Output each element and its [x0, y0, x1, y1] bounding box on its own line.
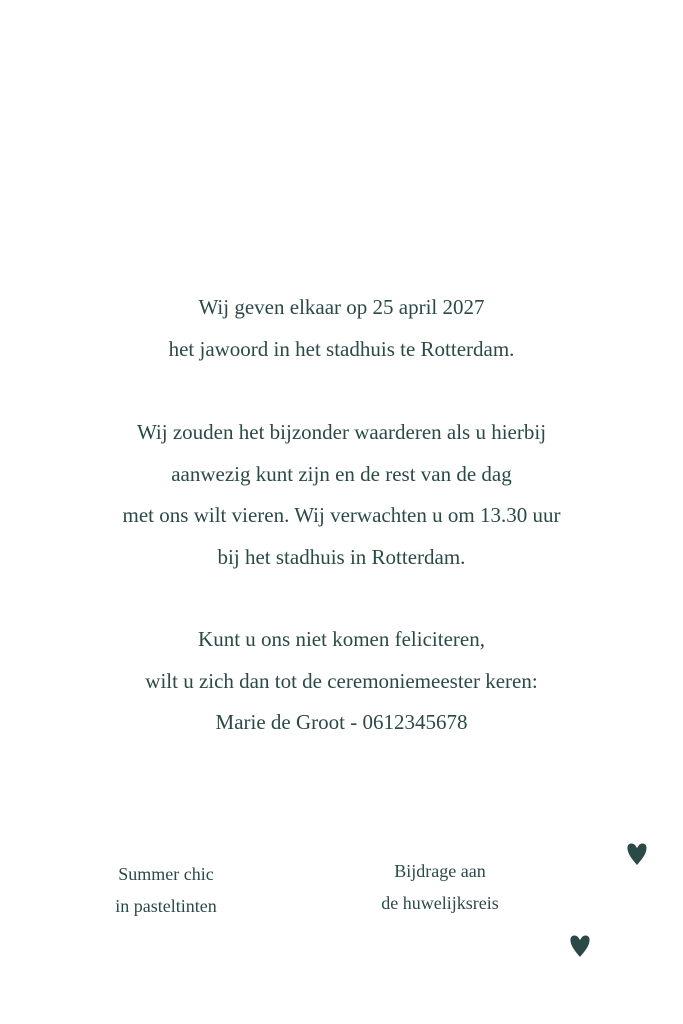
- contact-line: Marie de Groot - 0612345678: [215, 710, 468, 734]
- heart-icon: [626, 842, 648, 866]
- gift-note: [350, 855, 530, 919]
- heart-icon: [569, 934, 591, 958]
- text-line: Bijdrage aan: [394, 861, 486, 881]
- text-line: de huwelijksreis: [381, 893, 499, 913]
- text-line: Kunt u ons niet komen feliciteren,: [198, 627, 485, 651]
- text-line: Wij geven elkaar op 25 april 2027: [198, 295, 485, 319]
- text-line: het jawoord in het stadhuis te Rotterdam.: [168, 336, 515, 361]
- invitation-details-paragraph: [0, 412, 683, 578]
- text-line: met ons wilt vieren. Wij verwachten u om 13.30 uur: [122, 503, 561, 527]
- contact-paragraph: [0, 619, 683, 744]
- text-line: wilt u zich dan tot de ceremoniemeester keren:: [145, 668, 538, 693]
- text-line: Wij zouden het bijzonder waarderen als u hierbij: [136, 420, 547, 444]
- text-line: in pasteltinten: [115, 896, 217, 916]
- text-line: Summer chic: [118, 864, 214, 884]
- text-line: bij het stadhuis in Rotterdam.: [217, 544, 466, 569]
- dress-code-note: [76, 858, 256, 922]
- wedding-date-paragraph: [0, 287, 683, 370]
- text-line: aanwezig kunt zijn en de rest van de dag: [171, 461, 512, 486]
